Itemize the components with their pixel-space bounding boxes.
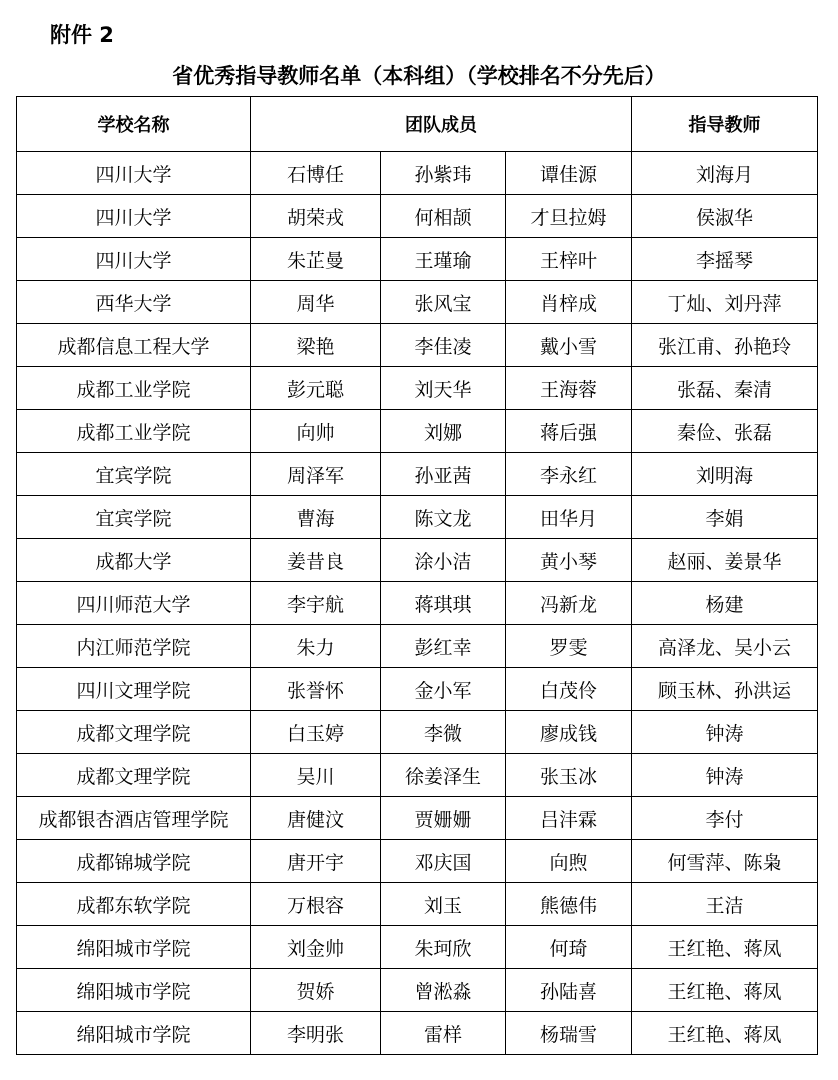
team-member-cell: 张风宝	[381, 281, 506, 324]
team-member-cell: 朱力	[251, 625, 381, 668]
table-row	[17, 539, 818, 582]
advisor-cell: 何雪萍、陈枭	[632, 840, 818, 883]
team-member-cell: 李明张	[251, 1012, 381, 1055]
advisor-cell: 张江甫、孙艳玲	[632, 324, 818, 367]
table-row	[17, 453, 818, 496]
team-member-cell: 石博任	[251, 152, 381, 195]
advisor-cell: 李付	[632, 797, 818, 840]
school-cell: 宜宾学院	[17, 453, 251, 496]
table-row	[17, 926, 818, 969]
table-header-row	[17, 97, 818, 152]
school-cell: 成都工业学院	[17, 410, 251, 453]
team-member-cell: 戴小雪	[506, 324, 632, 367]
table-row	[17, 754, 818, 797]
advisor-cell: 高泽龙、吴小云	[632, 625, 818, 668]
team-member-cell: 邓庆国	[381, 840, 506, 883]
advisor-cell: 刘海月	[632, 152, 818, 195]
team-member-cell: 彭元聪	[251, 367, 381, 410]
team-member-cell: 蒋琪琪	[381, 582, 506, 625]
table-row	[17, 496, 818, 539]
team-member-cell: 万根容	[251, 883, 381, 926]
team-member-cell: 曹海	[251, 496, 381, 539]
team-member-cell: 王梓叶	[506, 238, 632, 281]
team-member-cell: 刘金帅	[251, 926, 381, 969]
school-cell: 宜宾学院	[17, 496, 251, 539]
advisor-cell: 顾玉林、孙洪运	[632, 668, 818, 711]
attachment-label: 附件 2	[50, 23, 114, 47]
advisor-cell: 赵丽、姜景华	[632, 539, 818, 582]
advisor-cell: 王红艳、蒋凤	[632, 969, 818, 1012]
team-member-cell: 周华	[251, 281, 381, 324]
school-cell: 成都文理学院	[17, 754, 251, 797]
school-cell: 成都文理学院	[17, 711, 251, 754]
team-member-cell: 姜昔良	[251, 539, 381, 582]
advisor-cell: 张磊、秦清	[632, 367, 818, 410]
advisor-cell: 王红艳、蒋凤	[632, 1012, 818, 1055]
school-cell: 成都信息工程大学	[17, 324, 251, 367]
team-member-cell: 刘娜	[381, 410, 506, 453]
table-row	[17, 625, 818, 668]
advisor-cell: 王红艳、蒋凤	[632, 926, 818, 969]
school-cell: 四川大学	[17, 238, 251, 281]
table-row	[17, 582, 818, 625]
team-member-cell: 刘玉	[381, 883, 506, 926]
team-member-cell: 涂小洁	[381, 539, 506, 582]
table-row	[17, 711, 818, 754]
school-cell: 内江师范学院	[17, 625, 251, 668]
column-header-team: 团队成员	[251, 97, 632, 152]
team-member-cell: 白茂伶	[506, 668, 632, 711]
advisor-cell: 钟涛	[632, 711, 818, 754]
table-row	[17, 840, 818, 883]
team-member-cell: 孙陆喜	[506, 969, 632, 1012]
school-cell: 绵阳城市学院	[17, 1012, 251, 1055]
team-member-cell: 雷样	[381, 1012, 506, 1055]
school-cell: 绵阳城市学院	[17, 926, 251, 969]
team-member-cell: 贺娇	[251, 969, 381, 1012]
team-member-cell: 梁艳	[251, 324, 381, 367]
team-member-cell: 曾淞淼	[381, 969, 506, 1012]
table-row	[17, 797, 818, 840]
team-member-cell: 彭红幸	[381, 625, 506, 668]
column-header-school: 学校名称	[17, 97, 251, 152]
advisor-cell: 侯淑华	[632, 195, 818, 238]
table-row	[17, 195, 818, 238]
team-member-cell: 何相颉	[381, 195, 506, 238]
school-cell: 四川师范大学	[17, 582, 251, 625]
column-header-advisor: 指导教师	[632, 97, 818, 152]
team-member-cell: 李宇航	[251, 582, 381, 625]
team-member-cell: 才旦拉姆	[506, 195, 632, 238]
team-member-cell: 向煦	[506, 840, 632, 883]
team-member-cell: 唐健汶	[251, 797, 381, 840]
team-member-cell: 李佳凌	[381, 324, 506, 367]
advisor-cell: 丁灿、刘丹萍	[632, 281, 818, 324]
team-member-cell: 田华月	[506, 496, 632, 539]
table-row	[17, 969, 818, 1012]
school-cell: 四川文理学院	[17, 668, 251, 711]
team-member-cell: 廖成钱	[506, 711, 632, 754]
school-cell: 成都工业学院	[17, 367, 251, 410]
team-member-cell: 王瑾瑜	[381, 238, 506, 281]
team-member-cell: 杨瑞雪	[506, 1012, 632, 1055]
team-member-cell: 向帅	[251, 410, 381, 453]
table-row	[17, 152, 818, 195]
advisor-cell: 李摇琴	[632, 238, 818, 281]
advisor-cell: 秦俭、张磊	[632, 410, 818, 453]
advisor-cell: 杨建	[632, 582, 818, 625]
table-row	[17, 238, 818, 281]
team-member-cell: 王海蓉	[506, 367, 632, 410]
team-member-cell: 徐姜泽生	[381, 754, 506, 797]
table-row	[17, 668, 818, 711]
team-member-cell: 白玉婷	[251, 711, 381, 754]
table-row	[17, 1012, 818, 1055]
advisor-cell: 刘明海	[632, 453, 818, 496]
school-cell: 西华大学	[17, 281, 251, 324]
team-member-cell: 李微	[381, 711, 506, 754]
team-member-cell: 陈文龙	[381, 496, 506, 539]
team-member-cell: 李永红	[506, 453, 632, 496]
team-member-cell: 唐开宇	[251, 840, 381, 883]
table-row	[17, 883, 818, 926]
team-member-cell: 蒋后强	[506, 410, 632, 453]
team-member-cell: 黄小琴	[506, 539, 632, 582]
team-member-cell: 冯新龙	[506, 582, 632, 625]
school-cell: 成都锦城学院	[17, 840, 251, 883]
team-member-cell: 孙亚茜	[381, 453, 506, 496]
team-member-cell: 张玉冰	[506, 754, 632, 797]
team-member-cell: 周泽军	[251, 453, 381, 496]
table-body	[17, 152, 818, 1055]
table-row	[17, 410, 818, 453]
team-member-cell: 罗雯	[506, 625, 632, 668]
team-member-cell: 刘天华	[381, 367, 506, 410]
team-member-cell: 谭佳源	[506, 152, 632, 195]
team-member-cell: 吴川	[251, 754, 381, 797]
team-member-cell: 肖梓成	[506, 281, 632, 324]
table-row	[17, 367, 818, 410]
team-member-cell: 熊德伟	[506, 883, 632, 926]
team-member-cell: 何琦	[506, 926, 632, 969]
document-title: 省优秀指导教师名单（本科组）（学校排名不分先后）	[172, 64, 666, 88]
table-row	[17, 281, 818, 324]
team-member-cell: 金小军	[381, 668, 506, 711]
school-cell: 绵阳城市学院	[17, 969, 251, 1012]
team-member-cell: 胡荣戎	[251, 195, 381, 238]
advisor-cell: 王洁	[632, 883, 818, 926]
table-row	[17, 324, 818, 367]
school-cell: 成都东软学院	[17, 883, 251, 926]
school-cell: 成都大学	[17, 539, 251, 582]
school-cell: 四川大学	[17, 152, 251, 195]
advisor-cell: 钟涛	[632, 754, 818, 797]
team-member-cell: 朱芷曼	[251, 238, 381, 281]
advisor-table	[16, 96, 818, 1055]
school-cell: 成都银杏酒店管理学院	[17, 797, 251, 840]
team-member-cell: 吕沣霖	[506, 797, 632, 840]
team-member-cell: 贾姗姗	[381, 797, 506, 840]
team-member-cell: 朱珂欣	[381, 926, 506, 969]
team-member-cell: 张誉怀	[251, 668, 381, 711]
school-cell: 四川大学	[17, 195, 251, 238]
advisor-cell: 李娟	[632, 496, 818, 539]
team-member-cell: 孙紫玮	[381, 152, 506, 195]
